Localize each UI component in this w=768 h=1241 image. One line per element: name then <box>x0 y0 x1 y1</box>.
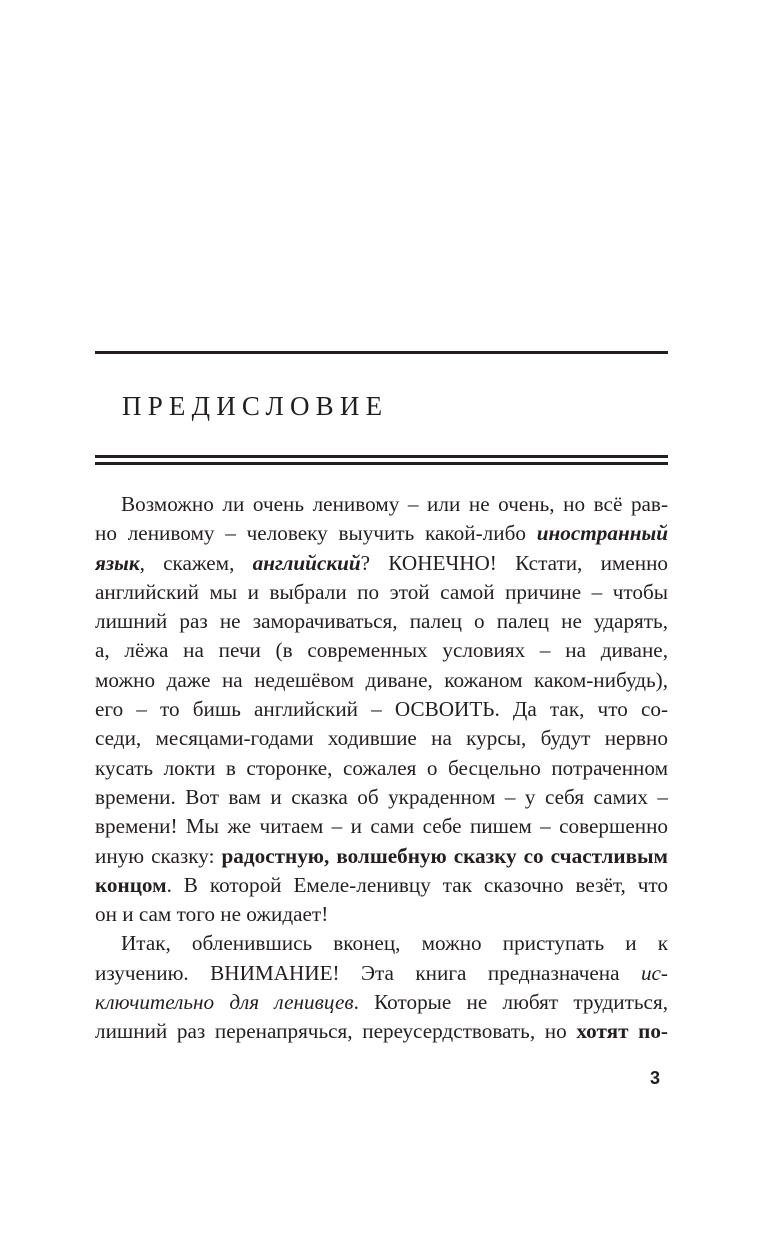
emphasis-text: английский <box>252 550 361 575</box>
text-line <box>95 988 668 1017</box>
text-line <box>95 783 668 812</box>
text-line <box>95 578 668 607</box>
text-line <box>95 1017 668 1046</box>
text-line <box>95 724 668 753</box>
text-line <box>95 607 668 636</box>
text-run: Возможно ли очень ленивому – или не очень, но всё рав- <box>121 492 668 516</box>
emphasis-text: язык <box>95 550 140 575</box>
paragraph <box>95 929 668 1046</box>
text-run: времени. Вот вам и сказка об украденном – у себя самих – <box>95 784 668 809</box>
text-line <box>95 666 668 695</box>
double-rule-lower <box>95 462 668 465</box>
text-line <box>95 929 668 958</box>
chapter-heading: ПРЕДИСЛОВИЕ <box>122 391 389 421</box>
text-run: иную сказку: <box>95 843 222 868</box>
double-rule-upper <box>95 455 668 458</box>
text-line <box>95 549 668 578</box>
text-run: времени! Мы же читаем – и сами себе пишем – совершенно <box>95 814 668 839</box>
text-run: . Которые не любят трудиться, <box>353 990 668 1015</box>
text-line <box>95 636 668 665</box>
text-run: кусать локти в сторонке, сожалея о бесцельно потраченном <box>95 755 668 780</box>
text-run: можно даже на недешёвом диване, кожаном каком-нибудь), <box>95 667 668 692</box>
emphasis-text: ис- <box>640 960 668 985</box>
text-line <box>95 519 668 548</box>
text-run: лишний раз перенапрячься, переусердствовать, но <box>95 1019 577 1044</box>
emphasis-text: концом <box>95 872 167 897</box>
text-run: английский мы и выбрали по этой самой причине – чтобы <box>95 579 668 604</box>
paragraph <box>95 490 668 929</box>
text-run: , скажем, <box>139 550 253 575</box>
emphasis-text: радостную, волшебную сказку со счастливым <box>221 843 668 868</box>
text-line <box>95 490 668 519</box>
text-line <box>95 842 668 871</box>
text-run: его – то бишь английский – ОСВОИТЬ. Да так, что со- <box>95 697 668 722</box>
text-run: лишний раз не заморачиваться, палец о палец не ударять, <box>95 609 668 634</box>
text-line <box>95 695 668 724</box>
emphasis-text: ключительно для ленивцев <box>95 990 354 1015</box>
text-line <box>95 754 668 783</box>
text-line <box>95 871 668 900</box>
text-line <box>95 900 668 929</box>
text-run: но ленивому – человеку выучить какой-либо <box>95 521 537 546</box>
body-text <box>95 490 668 1047</box>
text-line <box>95 812 668 841</box>
emphasis-text: иностранный <box>536 521 668 546</box>
text-run: а, лёжа на печи (в современных условиях – на диване, <box>95 638 668 663</box>
text-run: Итак, обленившись вконец, можно приступать и к <box>121 931 668 956</box>
text-run: ? КОНЕЧНО! Кстати, именно <box>360 550 668 575</box>
text-run: он и сам того не ожидает! <box>95 902 329 927</box>
text-line <box>95 959 668 988</box>
text-run: изучению. ВНИМАНИЕ! Эта книга предназначена <box>95 960 641 985</box>
emphasis-text: хотят по- <box>576 1019 668 1044</box>
text-run: . В которой Емеле-ленивцу так сказочно везёт, что <box>166 872 668 897</box>
top-rule <box>95 351 668 354</box>
text-run: седи, месяцами-годами ходившие на курсы, будут нервно <box>95 726 668 751</box>
page-number: 3 <box>650 1068 661 1088</box>
